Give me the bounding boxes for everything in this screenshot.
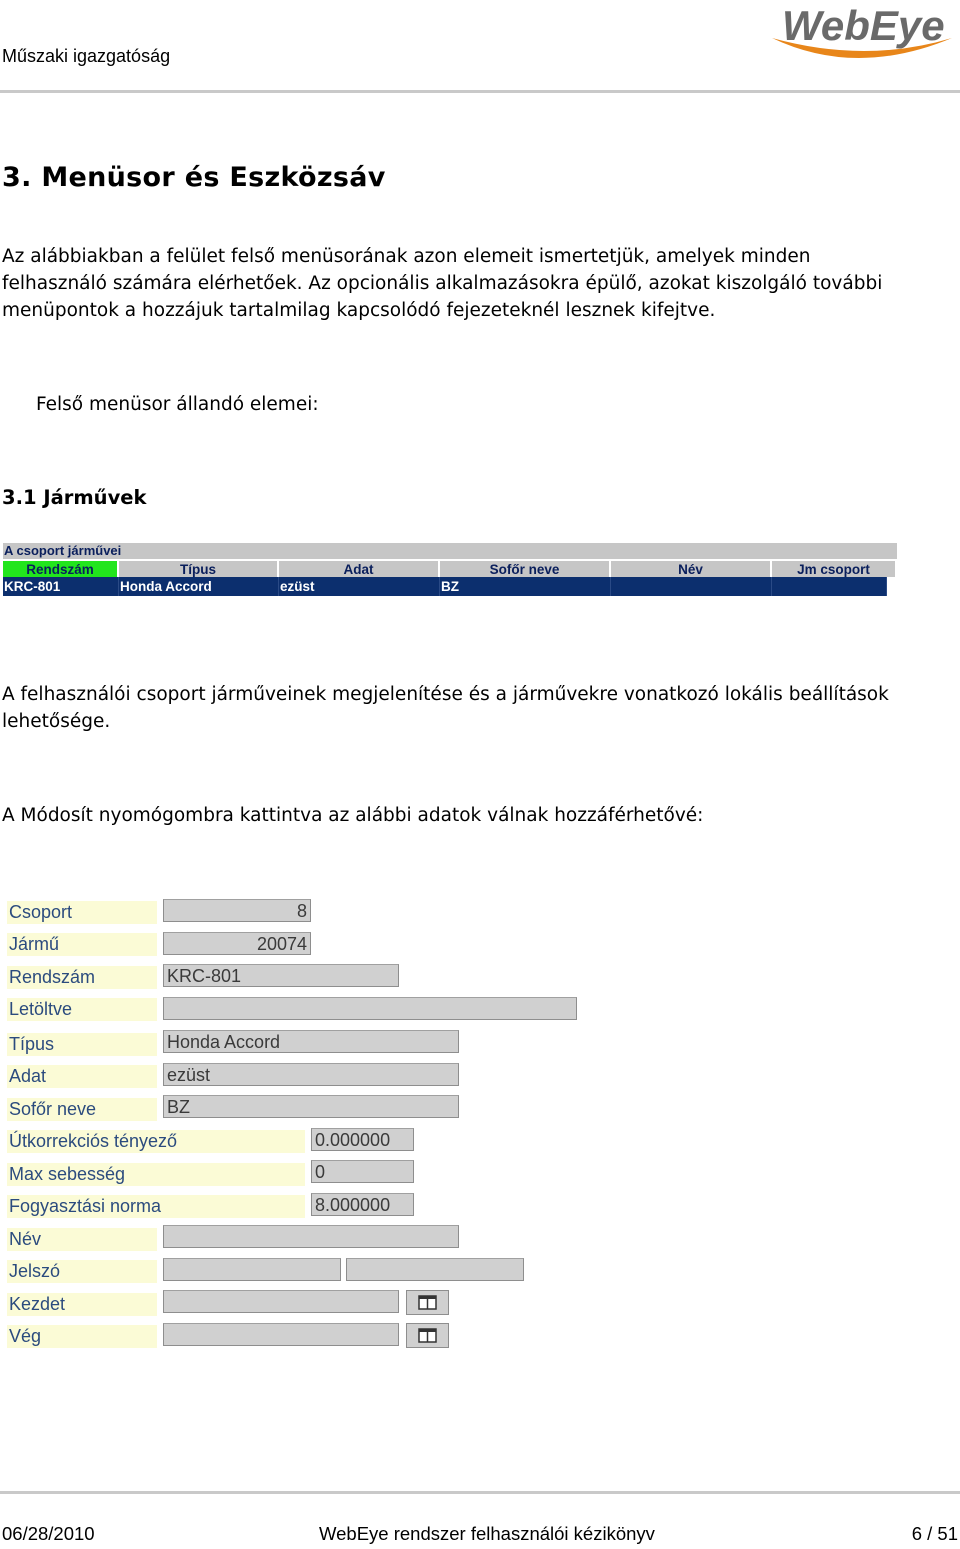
cell-tipus: Honda Accord <box>119 577 279 596</box>
intro-paragraph <box>2 243 952 324</box>
footer-divider <box>0 1491 960 1494</box>
header-department: Műszaki igazgatóság <box>2 46 171 66</box>
column-header-adat[interactable]: Adat <box>279 559 440 577</box>
cell-adat: ezüst <box>279 577 440 596</box>
cell-nev <box>611 577 772 596</box>
field-veg[interactable] <box>163 1323 399 1346</box>
cell-jm-csoport <box>772 577 887 596</box>
field-jelszo-confirm[interactable] <box>346 1258 524 1281</box>
field-rendszam[interactable]: KRC-801 <box>163 964 399 987</box>
field-utkorrekcios-tenyezo[interactable]: 0.000000 <box>311 1128 414 1151</box>
label-jarmu: Jármű <box>7 933 157 956</box>
field-nev[interactable] <box>163 1225 459 1248</box>
vehicle-table <box>3 543 897 596</box>
column-header-rendszam[interactable]: Rendszám <box>3 559 119 577</box>
description-line: lehetősége. <box>2 711 111 732</box>
label-kezdet: Kezdet <box>7 1293 157 1316</box>
column-header-tipus[interactable]: Típus <box>119 559 279 577</box>
label-nev: Név <box>7 1228 157 1251</box>
label-rendszam: Rendszám <box>7 966 157 989</box>
footer-page-number: 6 / 51 <box>911 1523 958 1544</box>
logo-text: WebEye <box>782 2 945 49</box>
vehicle-table-title: A csoport járművei <box>3 543 897 559</box>
calendar-icon <box>407 1324 448 1347</box>
label-csoport: Csoport <box>7 901 157 924</box>
label-veg: Vég <box>7 1325 157 1348</box>
intro-line: menüpontok a hozzájuk tartalmilag kapcsolódó fejezeteknél lesznek kifejtve. <box>2 300 716 321</box>
menu-intro: Felső menüsor állandó elemei: <box>36 394 319 415</box>
field-jarmu[interactable]: 20074 <box>163 932 311 955</box>
intro-line: felhasználó számára elérhetőek. Az opcionális alkalmazásokra épülő, azokat kiszolgáló további <box>2 273 883 294</box>
description-line: A felhasználói csoport járműveinek megjelenítése és a járművekre vonatkozó lokális beállítások <box>2 684 889 705</box>
field-sofor-neve[interactable]: BZ <box>163 1095 459 1118</box>
field-adat[interactable]: ezüst <box>163 1063 459 1086</box>
field-fogyasztasi-norma[interactable]: 8.000000 <box>311 1193 414 1216</box>
column-header-nev[interactable]: Név <box>611 559 772 577</box>
column-header-sofor-neve[interactable]: Sofőr neve <box>440 559 611 577</box>
label-adat: Adat <box>7 1065 157 1088</box>
field-jelszo[interactable] <box>163 1258 341 1281</box>
footer-doc-title: WebEye rendszer felhasználói kézikönyv <box>319 1523 655 1544</box>
modify-text: A Módosít nyomógombra kattintva az alábbi adatok válnak hozzáférhetővé: <box>2 805 704 826</box>
header-divider <box>0 90 960 93</box>
label-max-sebesseg: Max sebesség <box>7 1163 305 1186</box>
column-header-jm-csoport[interactable]: Jm csoport <box>772 559 897 577</box>
label-sofor-neve: Sofőr neve <box>7 1098 157 1121</box>
field-letoltve[interactable] <box>163 997 577 1020</box>
label-fogyasztasi-norma: Fogyasztási norma <box>7 1195 305 1218</box>
field-max-sebesseg[interactable]: 0 <box>311 1160 414 1183</box>
vehicle-table-header <box>3 559 897 577</box>
footer-date: 06/28/2010 <box>2 1523 95 1544</box>
table-row[interactable] <box>3 577 887 596</box>
label-utkorrekcios-tenyezo: Útkorrekciós tényező <box>7 1130 305 1153</box>
field-kezdet[interactable] <box>163 1290 399 1313</box>
label-jelszo: Jelszó <box>7 1260 157 1283</box>
label-tipus: Típus <box>7 1033 157 1056</box>
section-title: 3. Menüsor és Eszközsáv <box>2 162 386 193</box>
cell-sofor-neve: BZ <box>440 577 611 596</box>
field-tipus[interactable]: Honda Accord <box>163 1030 459 1053</box>
calendar-picker-button[interactable] <box>406 1323 449 1348</box>
label-letoltve: Letöltve <box>7 998 157 1021</box>
webeye-logo <box>766 0 956 66</box>
calendar-picker-button[interactable] <box>406 1290 449 1315</box>
cell-rendszam: KRC-801 <box>3 577 119 596</box>
subsection-title: 3.1 Járművek <box>2 486 147 509</box>
intro-line: Az alábbiakban a felület felső menüsorának azon elemeit ismertetjük, amelyek minden <box>2 246 811 267</box>
calendar-icon <box>407 1291 448 1314</box>
description-paragraph <box>2 681 952 735</box>
field-csoport[interactable]: 8 <box>163 899 311 922</box>
